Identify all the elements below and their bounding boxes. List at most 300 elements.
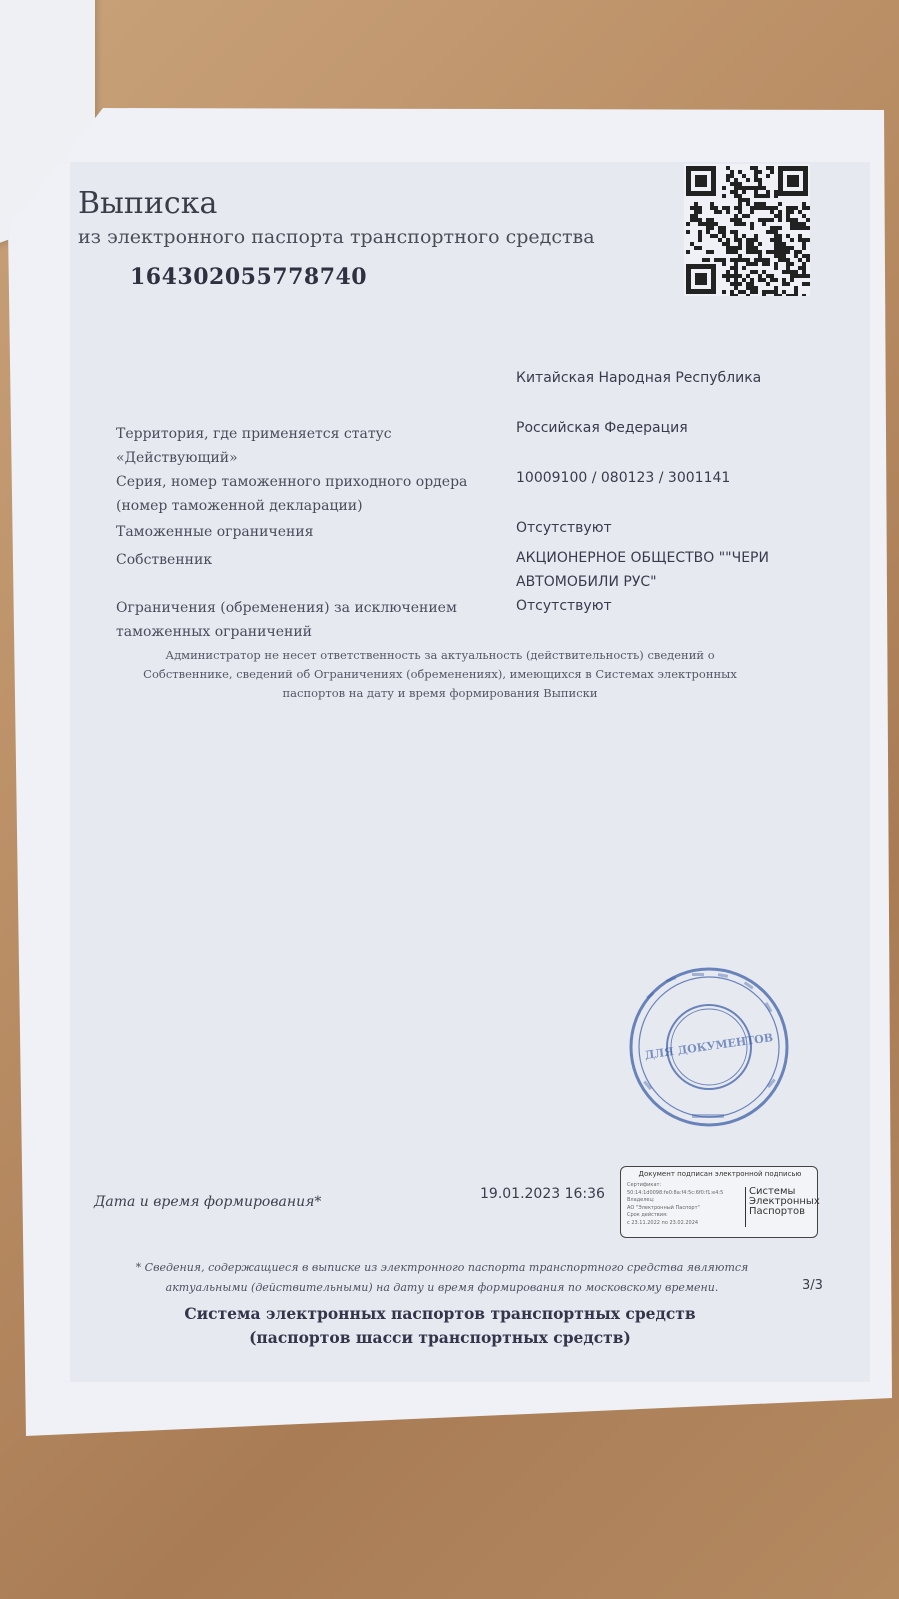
qr-module (714, 210, 718, 214)
qr-module (742, 234, 746, 238)
qr-module (750, 246, 754, 250)
qr-module (778, 254, 782, 258)
qr-module (738, 274, 742, 278)
qr-module (798, 266, 802, 270)
qr-module (762, 202, 766, 206)
qr-module (770, 210, 774, 214)
qr-module (738, 282, 742, 286)
qr-module (798, 238, 802, 242)
qr-module (762, 222, 766, 226)
qr-module (742, 198, 746, 202)
qr-module (750, 278, 754, 282)
electronic-signature-box (620, 1166, 818, 1238)
formation-date-value: 19.01.2023 16:36 (480, 1186, 605, 1202)
qr-module (734, 206, 738, 210)
qr-module (738, 186, 742, 190)
qr-module (802, 266, 806, 270)
qr-module (694, 214, 698, 218)
qr-module (762, 186, 766, 190)
qr-module (794, 290, 798, 294)
qr-module (774, 226, 778, 230)
qr-module (802, 294, 806, 296)
qr-module (754, 186, 758, 190)
qr-module (726, 210, 730, 214)
qr-module (778, 250, 782, 254)
qr-module (730, 290, 734, 294)
qr-module (746, 178, 750, 182)
qr-module (698, 238, 702, 242)
system-name: Система электронных паспортов транспортных средств (паспортов шасси транспортных средств) (184, 1304, 696, 1347)
qr-module (722, 230, 726, 234)
qr-module (750, 226, 754, 230)
qr-module (730, 282, 734, 286)
qr-module (770, 226, 774, 230)
qr-module (762, 270, 766, 274)
field-label-territory: Территория, где применяется статус «Действующий» (116, 426, 392, 466)
qr-module (734, 190, 738, 194)
qr-module (702, 258, 706, 262)
qr-module (774, 290, 778, 294)
signature-header: Документ подписан электронной подписью (638, 1170, 802, 1178)
qr-module (786, 214, 790, 218)
qr-module (774, 286, 778, 290)
qr-module (790, 274, 794, 278)
qr-module (750, 186, 754, 190)
signature-detail-line: Сертификат: (627, 1182, 662, 1188)
qr-module (738, 182, 742, 186)
qr-module (730, 250, 734, 254)
qr-module (778, 246, 782, 250)
qr-module (690, 206, 694, 210)
qr-module (778, 218, 782, 222)
qr-module (806, 238, 810, 242)
qr-module (722, 242, 726, 246)
qr-module (750, 206, 754, 210)
qr-module (794, 294, 798, 296)
qr-module (754, 246, 758, 250)
qr-module (694, 206, 698, 210)
qr-module (690, 214, 694, 218)
qr-module (722, 226, 726, 230)
qr-module (710, 206, 714, 210)
qr-module (802, 246, 806, 250)
qr-module (730, 294, 734, 296)
qr-module (802, 206, 806, 210)
disclaimer-text: Администратор не несет ответственность за актуальность (действительность) сведений о Собственнике, сведений об Ограничениях (обременениях), имеющихся в Системах электронных паспортов на дату и время формирования Выписки (143, 648, 737, 700)
page-number: 3/3 (802, 1278, 823, 1293)
qr-module (798, 274, 802, 278)
qr-module (798, 226, 802, 230)
qr-module (722, 186, 726, 190)
qr-module (774, 266, 778, 270)
qr-module (798, 258, 802, 262)
qr-module (722, 234, 726, 238)
signature-detail-line: 50:14:1d0098:fe0:8a:f4:5c:6f0:f1:e4:5 (627, 1189, 724, 1196)
qr-module (726, 206, 730, 210)
qr-module (738, 254, 742, 258)
field-label-owner: Собственник (116, 552, 213, 568)
qr-module (734, 258, 738, 262)
qr-module (762, 194, 766, 198)
qr-module (706, 218, 710, 222)
qr-module (746, 246, 750, 250)
signature-logo-text (749, 1186, 820, 1217)
qr-module (778, 242, 782, 246)
qr-module (766, 262, 770, 266)
qr-module (738, 246, 742, 250)
qr-module (742, 190, 746, 194)
qr-module (794, 218, 798, 222)
qr-module (750, 250, 754, 254)
qr-module (754, 258, 758, 262)
qr-module (770, 250, 774, 254)
qr-module (786, 210, 790, 214)
qr-module (758, 170, 762, 174)
qr-module (750, 222, 754, 226)
qr-module (770, 290, 774, 294)
qr-module (750, 270, 754, 274)
qr-module (698, 206, 702, 210)
qr-module (742, 266, 746, 270)
qr-module (802, 202, 806, 206)
qr-module (758, 182, 762, 186)
qr-module (710, 202, 714, 206)
qr-module (734, 214, 738, 218)
qr-module (806, 282, 810, 286)
qr-module (730, 266, 734, 270)
qr-module (794, 274, 798, 278)
qr-module (758, 194, 762, 198)
qr-module (786, 250, 790, 254)
qr-module (706, 258, 710, 262)
qr-module (770, 218, 774, 222)
qr-module (758, 206, 762, 210)
qr-module (782, 242, 786, 246)
qr-module (690, 242, 694, 246)
qr-module (710, 250, 714, 254)
qr-module (782, 290, 786, 294)
qr-module (746, 274, 750, 278)
qr-module (794, 286, 798, 290)
qr-module (734, 274, 738, 278)
qr-module (806, 226, 810, 230)
qr-module (790, 206, 794, 210)
qr-module (758, 218, 762, 222)
qr-module (734, 278, 738, 282)
qr-module (790, 262, 794, 266)
qr-module (694, 246, 698, 250)
qr-module (714, 234, 718, 238)
qr-module (730, 258, 734, 262)
qr-module (714, 258, 718, 262)
qr-code-icon (684, 164, 810, 296)
qr-module (790, 278, 794, 282)
qr-module (746, 294, 750, 296)
qr-module (734, 238, 738, 242)
qr-module (710, 218, 714, 222)
qr-module (786, 294, 790, 296)
qr-module (758, 278, 762, 282)
qr-module (750, 286, 754, 290)
qr-module (774, 214, 778, 218)
qr-module (750, 210, 754, 214)
qr-module (770, 230, 774, 234)
qr-module (718, 226, 722, 230)
qr-module (798, 222, 802, 226)
qr-module (786, 206, 790, 210)
qr-module (790, 218, 794, 222)
qr-module (762, 278, 766, 282)
qr-module (742, 290, 746, 294)
qr-module (710, 234, 714, 238)
qr-module (754, 206, 758, 210)
qr-module (774, 194, 778, 198)
qr-module (806, 274, 810, 278)
qr-module (754, 166, 758, 170)
qr-module (742, 278, 746, 282)
qr-module (698, 230, 702, 234)
qr-module (806, 218, 810, 222)
qr-module (738, 202, 742, 206)
qr-module (714, 222, 718, 226)
qr-module (790, 222, 794, 226)
qr-module (746, 242, 750, 246)
qr-module (754, 170, 758, 174)
qr-module (770, 238, 774, 242)
qr-module (722, 290, 726, 294)
qr-module (734, 270, 738, 274)
qr-module (758, 186, 762, 190)
qr-module (750, 262, 754, 266)
qr-module (738, 242, 742, 246)
qr-module (722, 258, 726, 262)
qr-module (754, 270, 758, 274)
qr-module (758, 254, 762, 258)
qr-module (762, 218, 766, 222)
qr-module (802, 238, 806, 242)
qr-module (766, 290, 770, 294)
qr-module (766, 250, 770, 254)
qr-module (754, 290, 758, 294)
qr-module (730, 170, 734, 174)
qr-module (694, 202, 698, 206)
qr-module (734, 286, 738, 290)
qr-module (802, 214, 806, 218)
qr-module (782, 246, 786, 250)
qr-module (750, 282, 754, 286)
field-value-customs-restrictions: Отсутствуют (516, 520, 612, 536)
qr-module (774, 206, 778, 210)
qr-module (734, 218, 738, 222)
qr-module (754, 286, 758, 290)
qr-module (738, 218, 742, 222)
qr-module (766, 258, 770, 262)
qr-module (790, 270, 794, 274)
qr-module (766, 230, 770, 234)
qr-module (790, 238, 794, 242)
qr-module (762, 290, 766, 294)
qr-module (734, 178, 738, 182)
qr-module (766, 190, 770, 194)
qr-module (782, 250, 786, 254)
qr-module (774, 242, 778, 246)
qr-module (698, 234, 702, 238)
qr-module (726, 178, 730, 182)
qr-module (718, 238, 722, 242)
qr-module (802, 270, 806, 274)
qr-module (686, 250, 690, 254)
qr-module (734, 182, 738, 186)
qr-module (782, 278, 786, 282)
qr-module (726, 278, 730, 282)
qr-module (738, 238, 742, 242)
qr-module (778, 210, 782, 214)
qr-module (734, 246, 738, 250)
qr-module (762, 294, 766, 296)
qr-module (746, 202, 750, 206)
qr-module (770, 170, 774, 174)
qr-module (754, 174, 758, 178)
qr-module (806, 254, 810, 258)
qr-module (766, 218, 770, 222)
qr-module (730, 174, 734, 178)
qr-module (798, 234, 802, 238)
field-value-encumbrances: Отсутствуют (516, 598, 612, 614)
qr-module (754, 238, 758, 242)
qr-module (754, 262, 758, 266)
qr-module (766, 282, 770, 286)
qr-module (734, 266, 738, 270)
qr-module (726, 238, 730, 242)
qr-module (758, 258, 762, 262)
qr-module (738, 194, 742, 198)
qr-module (782, 282, 786, 286)
qr-module (794, 226, 798, 230)
field-label-customs-order: Серия, номер таможенного приходного ордера (номер таможенной декларации) (116, 474, 468, 514)
qr-module (734, 250, 738, 254)
qr-module (734, 262, 738, 266)
qr-module (746, 286, 750, 290)
qr-module (754, 178, 758, 182)
qr-module (754, 190, 758, 194)
qr-module (766, 166, 770, 170)
qr-module (718, 210, 722, 214)
qr-module (706, 230, 710, 234)
qr-module (790, 210, 794, 214)
qr-module (722, 262, 726, 266)
qr-module (770, 274, 774, 278)
qr-module (794, 254, 798, 258)
qr-module (718, 230, 722, 234)
qr-module (758, 250, 762, 254)
qr-module (698, 218, 702, 222)
qr-module (746, 238, 750, 242)
qr-module (694, 210, 698, 214)
qr-module (778, 202, 782, 206)
qr-module (774, 294, 778, 296)
qr-module (738, 206, 742, 210)
qr-module (734, 222, 738, 226)
formation-date-label: Дата и время формирования* (94, 1194, 322, 1210)
qr-module (770, 278, 774, 282)
qr-module (802, 242, 806, 246)
passport-number: 164302055778740 (130, 264, 368, 290)
qr-module (758, 202, 762, 206)
round-stamp-seal (626, 964, 792, 1130)
qr-module (738, 170, 742, 174)
document-title: Выписка (78, 186, 218, 221)
qr-module (786, 218, 790, 222)
qr-module (734, 194, 738, 198)
qr-module (774, 262, 778, 266)
qr-module (698, 210, 702, 214)
qr-module (774, 250, 778, 254)
field-label-customs-restrictions: Таможенные ограничения (116, 524, 314, 540)
qr-module (798, 250, 802, 254)
qr-module (806, 258, 810, 262)
qr-module (722, 206, 726, 210)
qr-module (742, 186, 746, 190)
qr-module (738, 258, 742, 262)
qr-module (750, 242, 754, 246)
signature-logo-line: Системы Электронных Паспортов (749, 1186, 820, 1217)
qr-module (746, 258, 750, 262)
qr-module (730, 190, 734, 194)
qr-module (706, 222, 710, 226)
qr-module (690, 218, 694, 222)
qr-module (738, 222, 742, 226)
qr-module (778, 258, 782, 262)
qr-module (714, 206, 718, 210)
qr-module (778, 234, 782, 238)
qr-module (730, 218, 734, 222)
qr-module (790, 246, 794, 250)
qr-module (734, 234, 738, 238)
qr-module (766, 206, 770, 210)
qr-module (726, 270, 730, 274)
qr-module (738, 210, 742, 214)
qr-module (766, 174, 770, 178)
qr-module (774, 278, 778, 282)
signature-details (627, 1182, 745, 1227)
qr-module (726, 166, 730, 170)
qr-module (726, 246, 730, 250)
qr-module (702, 222, 706, 226)
qr-module (802, 226, 806, 230)
qr-module (774, 230, 778, 234)
field-value-territory: Российская Федерация (516, 420, 688, 436)
qr-module (802, 222, 806, 226)
qr-module (786, 246, 790, 250)
qr-module (698, 246, 702, 250)
qr-module (782, 258, 786, 262)
qr-module (794, 206, 798, 210)
qr-module (782, 254, 786, 258)
qr-module (746, 262, 750, 266)
qr-module (774, 246, 778, 250)
qr-module (802, 274, 806, 278)
qr-module (738, 290, 742, 294)
seal-text: ДЛЯ ДОКУМЕНТОВ (643, 1031, 774, 1062)
qr-module (742, 214, 746, 218)
qr-module (798, 210, 802, 214)
qr-module (774, 234, 778, 238)
signature-detail-line: АО "Электронный Паспорт" (627, 1204, 700, 1211)
qr-module (686, 230, 690, 234)
document-subtitle: из электронного паспорта транспортного средства (78, 226, 595, 248)
qr-module (730, 274, 734, 278)
qr-module (758, 274, 762, 278)
